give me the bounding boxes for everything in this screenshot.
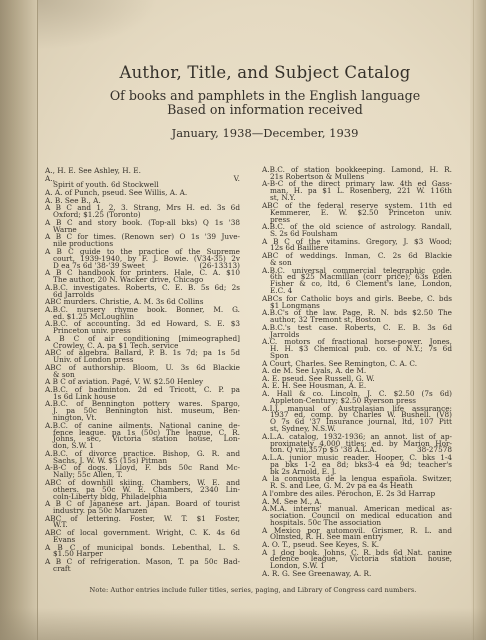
- entry-line-text: Spon: [270, 350, 289, 360]
- footer-note: Note: Author entries include fuller titles, series, paging, and Library of Congress card numbers.: [89, 586, 417, 594]
- entry-line-text: Spirit of youth. 6d Stockwell: [53, 180, 159, 190]
- entry-line-text: A.B.C. of Bennington pottery wares. Spargo,: [45, 399, 240, 409]
- entry-line-text: nile productions: [53, 239, 114, 249]
- entry-heading-line: [45, 513, 240, 523]
- entry-line-text: Evans: [53, 534, 76, 544]
- entry-line-text: 1937 ed, comp. by Charles W. Bushell. (V8): [270, 410, 452, 420]
- catalog-entry: [45, 559, 240, 573]
- entry-line-text: A.B.C's of the law. Page, R. N. bds $2.50 The: [262, 308, 452, 318]
- entry-line-text: A.B.C. nursery rhyme book. Bonner, M. G.: [45, 304, 240, 314]
- entry-heading-line: [45, 559, 240, 566]
- entry-continuation-line: [262, 207, 452, 217]
- entry-line-text: 12s 6d Baillière: [270, 243, 329, 253]
- entry-line-text: 6d Jarrolds: [53, 289, 95, 299]
- entry-line-text: The author, 20 N. Wacker drive, Chicago: [53, 275, 204, 285]
- entry-line-text: ABC of lettering. Foster, W. T. $1 Foster,: [45, 513, 240, 523]
- entry-line-text: pa bks 1-2 ea 8d; bks3-4 ea 9d; teacher's: [270, 459, 452, 469]
- entry-line-text: A.B.C. of accounting. 3d ed Howard, S. E. $3: [45, 319, 240, 329]
- binding-gutter-shadow: [0, 0, 37, 640]
- entry-line-text: A.B.C. of canine ailments. National canine de-: [45, 420, 240, 430]
- entry-line-text: A la conquista de la lengua española. Switzer,: [262, 474, 452, 484]
- entry-line-text: Appleton-Century; $2.50 Ryerson press: [270, 395, 417, 405]
- catalog-heading: [70, 63, 460, 140]
- entry-line-text: London, S.W. 1: [270, 561, 325, 571]
- entry-line-text: A. O. T., pseud. See Keyes, S. K.: [262, 540, 380, 549]
- entry-line-text: A Court, Charles. See Remington, C. A. C.: [262, 358, 418, 368]
- catalog-entry: [262, 403, 452, 434]
- entry-line-text: E.C. 4: [270, 286, 293, 296]
- entry-line-text: A B C of air conditioning [mimeographed]: [45, 333, 240, 343]
- entry-line-text: ABC of algebra. Ballard, P. B. 1s 7d; pa 1s 5d: [45, 348, 240, 358]
- entry-line-text: Jarrolds: [270, 329, 300, 339]
- page-right-edge-line: [473, 0, 474, 640]
- entry-line-text: ABC of local government. Wright, C. K. 4s 6d: [45, 528, 240, 538]
- entry-line-text: 6th ed $25 Macmillan (corr price); 63s Eden: [270, 272, 452, 282]
- catalog-entry: [262, 181, 452, 202]
- entry-line-text: Warne: [53, 224, 77, 234]
- entry-line-text: A B C of Japanese art. Japan. Board of tourist: [45, 499, 240, 509]
- entry-line-text: A. Hall & co. Lincoln, J. C. $2.50 (7s 6d): [262, 389, 452, 399]
- entry-line-text: hospitals. 50c The association: [270, 517, 382, 527]
- entry-line-text: proximately 4,000 titles; ed. by Marion Hor-: [270, 438, 452, 448]
- entry-line-text: A B C and 1, 2, 3. Strang, Mrs H. ed. 3s 6d: [45, 203, 240, 213]
- entry-line-text: A. A. of Punch, pseud. See Willis, A. A.: [45, 188, 188, 198]
- entry-line-text: don, S.W. 1: [53, 441, 94, 451]
- catalog-title: Author, Title, and Subject Catalog: [119, 63, 411, 82]
- entry-line-text: H. H. $3 Chemical pub. co. of N.Y.; 7s 6d: [270, 344, 452, 354]
- catalog-entry: [45, 401, 240, 422]
- entry-line-text: Nally; 55c Allen, T.: [53, 470, 123, 480]
- catalog-entry: [262, 431, 452, 455]
- entry-line-text: Oxford; $1.25 (Toronto): [53, 210, 141, 220]
- entry-line-text: fence league. pa 1s (50c) The league, C. R.: [53, 427, 240, 437]
- entry-line-text: A-B-C of the direct primary law. 4th ed Gass-: [262, 179, 452, 189]
- entry-line-text: D ea 7s 6d '38-'39 Sweet: [53, 260, 145, 270]
- entry-line-text: A., H. E. See Ashley, H. E.: [45, 166, 141, 175]
- entry-line-text: nington, Vt.: [53, 413, 97, 423]
- catalog-subtitle-line-1: Of books and pamphlets in the English language: [109, 88, 421, 103]
- entry-line-text: ABC of the federal reserve system. 11th ed: [262, 200, 452, 210]
- entry-line-text: ton. Q viii,357p $5 '38 A.L.A.: [270, 445, 377, 455]
- entry-line-text: bk 2s Arnold, E. J.: [270, 466, 337, 476]
- page-bottom-shadow: [0, 608, 486, 640]
- entry-line-text: Olmsted, R. H. See main entry: [270, 532, 383, 542]
- entry-line-text: A B C for times. (Renown ser) O 1s '39 Juve-: [45, 232, 240, 242]
- entry-line-text: craft: [53, 563, 71, 573]
- entry-line-text: W.T.: [53, 520, 68, 530]
- entry-line-text: A B C guide to the practice of the Supreme: [45, 246, 240, 256]
- entry-line-text: A B C of the vitamins. Gregory, J. $3 Wood;: [262, 236, 452, 246]
- catalog-date-range: January, 1938—December, 1939: [171, 126, 359, 140]
- entry-line-text: A.L.A. catalog, 1932-1936; an annot. list of ap-: [262, 431, 452, 441]
- entry-line-text: $1.50 Harper: [53, 549, 103, 559]
- entry-line-text: Fisher & co, ltd, 6 Clement's lane, London,: [270, 279, 452, 289]
- entry-line-text: A. de M. See Lyals, A. de M.: [262, 366, 367, 376]
- catalog-entry: [262, 339, 452, 360]
- entry-line-text: 1s 6d Link house: [53, 391, 116, 401]
- catalog-column-right: [262, 167, 452, 579]
- entry-line-text: A.M.A. interns' manual. American medical as-: [262, 504, 452, 514]
- entry-line-text: others. pa 50c W. E. Chambers, 2340 Lin-: [53, 484, 240, 494]
- entry-line-text: Princeton univ. press: [53, 326, 131, 336]
- entry-line-text: A. B. See B., A.: [45, 195, 101, 205]
- entry-line-text: A.B.C.'s test case. Roberts, C. E. B. 3s 6d: [262, 322, 452, 332]
- entry-line-text: st, N.Y.: [270, 193, 296, 203]
- entry-line-text: man, H. pa $1 L. Rosenberg, 221 W. 116th: [270, 186, 452, 196]
- entry-line-text: industry. pa 50c Maruzen: [53, 505, 148, 515]
- catalog-entry: [262, 506, 452, 527]
- entry-line-text: ed. $1.25 McLoughlin: [53, 311, 135, 321]
- entry-line-text: ABCs for Catholic boys and girls. Beebe, C. bds: [262, 293, 452, 303]
- entry-line-text: 21s Robertson & Mullens: [270, 171, 365, 181]
- entry-line-text: defence league, Victoria station house,: [270, 554, 452, 564]
- lc-card-number: 38-27578: [417, 445, 452, 455]
- entry-line-text: R. S. and Lee, G. M. 2v pa ea 4s Heath: [270, 481, 413, 491]
- catalog-entry: [45, 420, 240, 451]
- entry-line-text: A. M. See M., A.: [262, 496, 322, 506]
- catalog-entry: [45, 477, 240, 501]
- entry-line-text: A. E. pseud. See Russell, G. W.: [262, 373, 375, 383]
- entry-line-text: A B C of municipal bonds. Lebenthal, L. S.: [45, 542, 240, 552]
- catalog-entry: [262, 200, 452, 224]
- entry-line-text: A Mexico por automovil. Grismer, R. L. and: [262, 525, 452, 535]
- entry-line-text: S. 2s 6d Foulsham: [270, 228, 338, 238]
- entry-line-text: A.L.A. junior music reader. Hooper, C. bks 1-4: [262, 453, 452, 463]
- entry-line-text: A-B-C of dogs. Lloyd, F. bds 50c Rand Mc-: [45, 463, 240, 473]
- page-corner-shadow: [38, 0, 158, 50]
- entry-line-text: ABC of weddings. Inman, C. 2s 6d Blackie: [262, 251, 452, 261]
- entry-line-text: Kemmerer, E. W. $2.50 Princeton univ.: [270, 207, 452, 217]
- entry-line-text: A B C of refrigeration. Mason, T. pa 50c Bad-: [45, 557, 240, 567]
- entry-line-text: Univ. of London press: [53, 355, 134, 365]
- entry-line-text: A.C. motors of fractional horse-power. Jones,: [262, 337, 452, 347]
- entry-continuation-line: [45, 563, 240, 573]
- entry-line-text: A.B.C. of badminton. 2d ed Tricott, C. P. pa: [45, 384, 240, 394]
- entry-heading-line: [262, 568, 452, 578]
- catalog-entry: [262, 547, 452, 571]
- page-fold-line: [37, 0, 38, 640]
- entry-continuation-line: [262, 346, 452, 353]
- entry-line-text: press: [270, 214, 290, 224]
- entry-line-text: st, Sydney, N.S.W.: [270, 424, 336, 434]
- entry-line-text: Johns, sec, Victoria station house, Lon-: [53, 434, 240, 444]
- entry-line-text: A.B.C. of station bookkeeping. Lamond, H. R.: [262, 165, 452, 174]
- entry-line-text: A.B.C. investigates. Roberts, C. E. B. 5s 6d; 2s: [45, 282, 240, 292]
- entry-line-text: A 1 dog book. Johns, C. R. bds 6d Nat. canine: [262, 547, 452, 557]
- entry-line-text: A.B.C. of divorce practice. Bishop, G. R. and: [45, 448, 240, 458]
- entry-line-text: A., V.: [45, 173, 240, 183]
- entry-line-text: A B C of aviation. Pagé, V. W. $2.50 Henley: [45, 377, 204, 387]
- entry-line-text: ABC of authorship. Bloom, U. 3s 6d Blackie: [45, 362, 240, 372]
- catalog-entry: [262, 265, 452, 296]
- entry-line-text: A B C and story book. (Top-all bks) Q 1s '38: [45, 217, 240, 227]
- entry-line-text: A. R. G. See Greenaway, A. R.: [262, 568, 372, 578]
- entry-line-text: & son: [270, 257, 292, 267]
- catalog-entry: [262, 568, 452, 578]
- entry-line-text: O 7s 6d '37 Insurance journal, ltd, 107 Pitt: [270, 417, 452, 427]
- entry-line-text: author, 32 Tremont st, Boston: [270, 315, 381, 325]
- entry-line-text: ABC murders. Christie, A. M. 3s 6d Collins: [45, 297, 204, 307]
- entry-line-text: & son: [53, 369, 75, 379]
- entry-line-text: A.B.C. of the old science of astrology. Randall,: [262, 222, 452, 232]
- entry-line-text: J. pa 50c Bennington hist. museum, Ben-: [53, 406, 240, 416]
- catalog-entry: [45, 246, 240, 270]
- entry-line-text: Crowley, C. A. pa $1 Tech. service: [53, 340, 179, 350]
- catalog-entry: [262, 455, 452, 476]
- entry-line-text: coln-Liberty bldg, Philadelphia: [53, 491, 167, 501]
- entry-line-text: A.I.J. manual of Australasian life assurance:: [262, 403, 452, 413]
- entry-line-text: A.B.C. universal commercial telegraphic code.: [262, 265, 452, 275]
- catalog-subtitle-line-2: Based on information received: [167, 102, 363, 117]
- entry-line-text: A B C handbook for printers. Hale, C. A. $10: [45, 268, 240, 278]
- entry-line-text: ABC of downhill skiing. Chambers, W. E. and: [45, 477, 240, 487]
- entry-line-text: court, 1939-1940, by F. J. Bowie. (V34-35) 2v: [53, 253, 240, 263]
- entry-line-text: A. E. H. See Housman, A. E.: [262, 381, 367, 391]
- entry-line-text: A l'ombre des ailes. Pérochon, E. 2s 3d Harrap: [262, 488, 436, 498]
- entry-line-text: sociation. Council on medical education and: [270, 511, 452, 521]
- entry-line-text: $1 Longmans: [270, 300, 320, 310]
- catalog-column-left: [45, 168, 240, 574]
- entry-line-text: Sachs, J. W. W. $5 (15s) Pitman: [53, 455, 168, 465]
- lc-card-number: (26-13313): [199, 260, 240, 270]
